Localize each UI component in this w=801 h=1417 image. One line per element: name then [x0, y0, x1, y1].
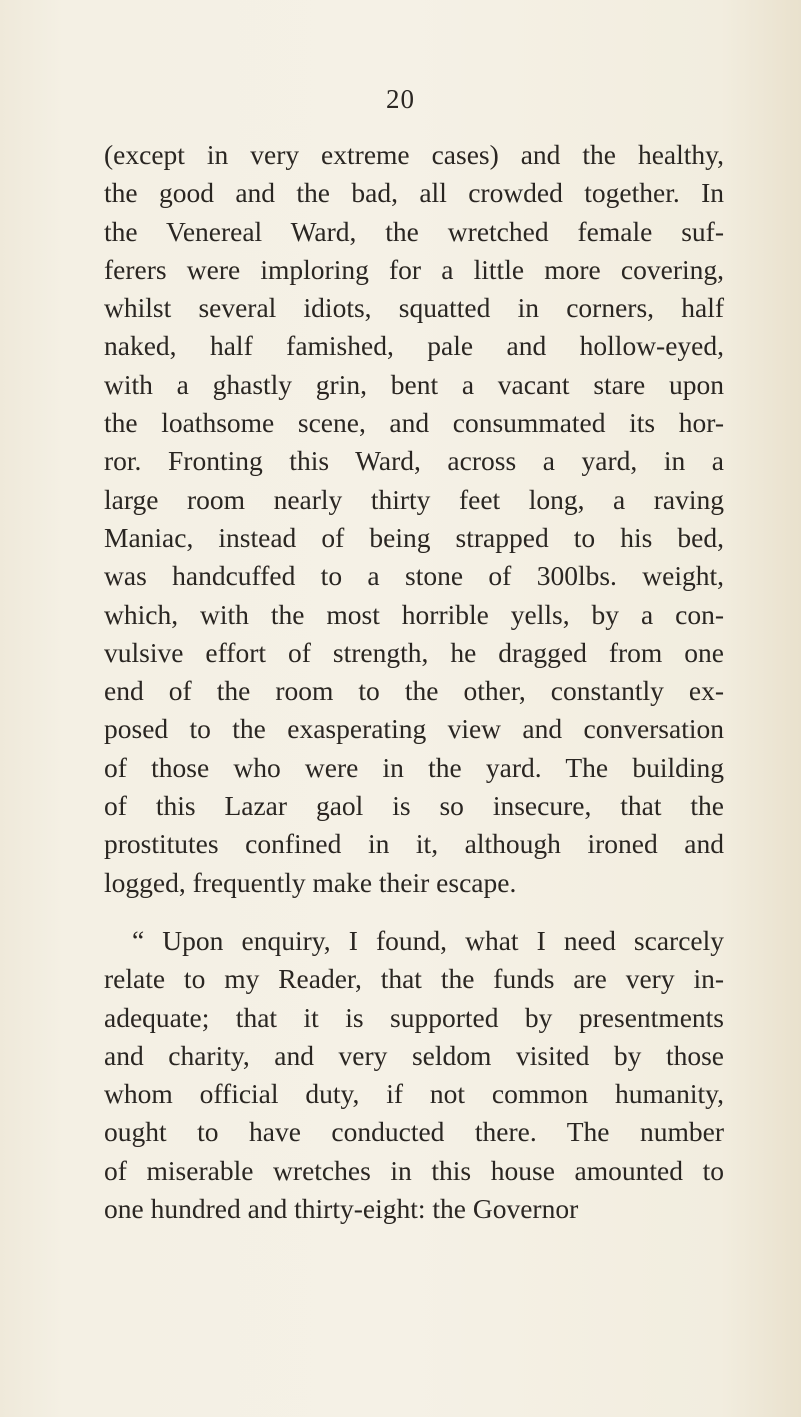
text-line: whom official duty, if not common humanity, — [104, 1078, 724, 1110]
text-line: adequate; that it is supported by presentments — [104, 1001, 724, 1033]
paragraph-1 — [104, 136, 724, 902]
paragraph-2 — [104, 922, 724, 1228]
text-line: (except in very extreme cases) and the healthy, — [104, 139, 724, 170]
text-line: large room nearly thirty feet long, a raving — [104, 483, 724, 515]
body-text — [104, 136, 724, 1228]
text-line: Maniac, instead of being strapped to his bed, — [104, 521, 724, 553]
text-line: logged, frequently make their escape. — [104, 866, 517, 898]
text-line: ought to have conducted there. The number — [104, 1116, 724, 1148]
page-number: 20 — [386, 84, 415, 114]
text-line: of those who were in the yard. The building — [104, 751, 724, 783]
text-line: relate to my Reader, that the funds are very in- — [104, 963, 724, 995]
paragraph-gap — [104, 902, 724, 922]
text-line: end of the room to the other, constantly ex- — [104, 675, 724, 707]
text-line: “ Upon enquiry, I found, what I need scarcely — [132, 924, 724, 956]
text-line: ror. Fronting this Ward, across a yard, in a — [104, 445, 724, 477]
text-line: whilst several idiots, squatted in corners, half — [104, 292, 724, 324]
text-line: one hundred and thirty-eight: the Governor — [104, 1193, 579, 1225]
text-line: the Venereal Ward, the wretched female suf- — [104, 215, 724, 247]
text-line: and charity, and very seldom visited by those — [104, 1039, 724, 1071]
text-line: prostitutes confined in it, although ironed and — [104, 828, 724, 860]
text-line: vulsive effort of strength, he dragged from one — [104, 636, 724, 668]
text-line: the loathsome scene, and consummated its hor- — [104, 407, 724, 439]
text-line: ferers were imploring for a little more covering, — [104, 253, 724, 285]
text-line: the good and the bad, all crowded together. In — [104, 177, 724, 209]
text-line: which, with the most horrible yells, by a con- — [104, 598, 724, 630]
text-line: of this Lazar gaol is so insecure, that the — [104, 790, 724, 822]
text-line: was handcuffed to a stone of 300lbs. weight, — [104, 560, 724, 592]
text-line: naked, half famished, pale and hollow-eyed, — [104, 330, 724, 362]
text-line: with a ghastly grin, bent a vacant stare upon — [104, 368, 724, 400]
text-line: of miserable wretches in this house amounted to — [104, 1154, 724, 1186]
text-line: posed to the exasperating view and conversation — [104, 713, 724, 745]
